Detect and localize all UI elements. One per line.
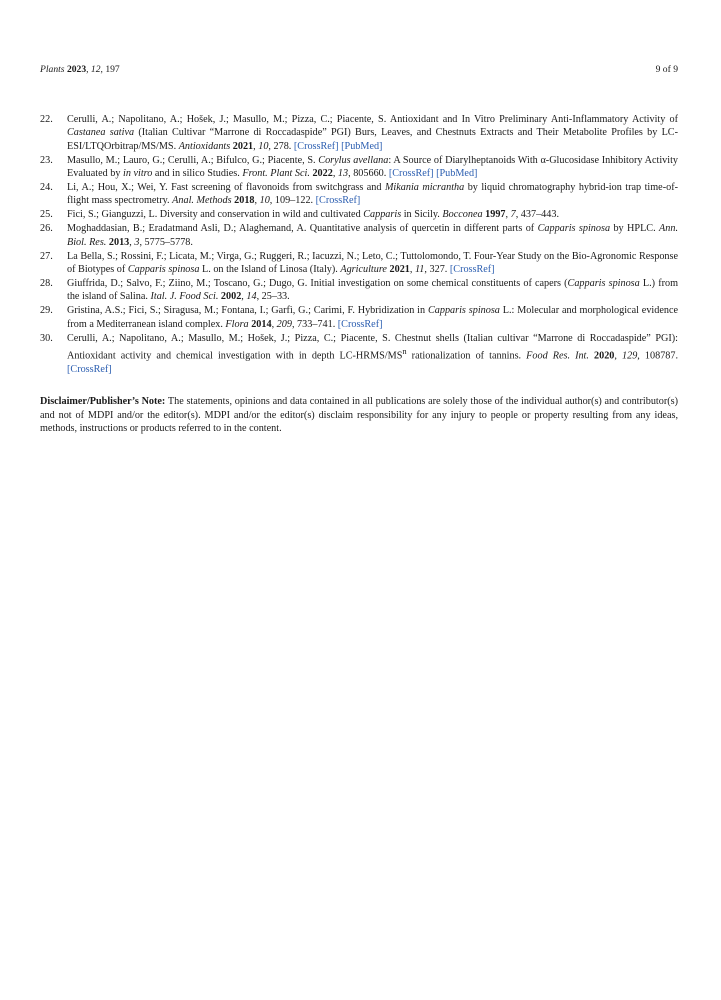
reference-list bbox=[40, 113, 678, 377]
article-number: 197 bbox=[105, 64, 120, 75]
reference-item bbox=[40, 250, 678, 277]
reference-text: by liquid chromatography hybrid-ion trap time-of-flight mass spectrometry. bbox=[67, 182, 678, 207]
reference-item bbox=[40, 304, 678, 331]
reference-text: Capparis spinosa bbox=[567, 277, 640, 289]
reference-text: , bbox=[253, 140, 259, 152]
journal-name: Plants bbox=[40, 64, 65, 75]
reference-text: Flora bbox=[225, 318, 249, 330]
reference-text: Capparis spinosa bbox=[427, 305, 500, 317]
reference-text: , bbox=[254, 195, 260, 207]
reference-text: La Bella, S.; Rossini, F.; Licata, M.; Virga, G.; Ruggeri, R.; Iacuzzi, N.; Leto, C.; Tuttolomondo, T. Four-Year Study on the Bio-Agronomic Response of Biotypes of bbox=[67, 250, 678, 275]
reference-text: , 25–33. bbox=[256, 291, 290, 303]
reference-text: Gristina, A.S.; Fici, S.; Siragusa, M.; Fontana, I.; Garfì, G.; Carimi, F. Hybridization in bbox=[67, 305, 428, 317]
journal-volume: 12 bbox=[90, 64, 101, 75]
reference-text: and in silico Studies. bbox=[152, 168, 243, 180]
reference-number: 24. bbox=[40, 182, 53, 194]
reference-text: Cerulli, A.; Napolitano, A.; Hošek, J.; Masullo, M.; Pizza, C.; Piacente, S. Antioxidant and In Vitro Preliminary Anti-Inflammatory Activity of bbox=[67, 114, 678, 125]
reference-text: , 5775–5778. bbox=[139, 236, 193, 248]
page-number: 9 of 9 bbox=[655, 64, 678, 75]
reference-text: 3 bbox=[134, 236, 140, 248]
reference-text: L. on the Island of Linosa (Italy). bbox=[199, 263, 341, 275]
reference-text: Ann. Biol. Res. bbox=[67, 223, 678, 248]
reference-text: , 805660. bbox=[348, 168, 389, 180]
reference-text: 10 bbox=[258, 140, 269, 152]
reference-item bbox=[40, 154, 678, 181]
reference-text: 13 bbox=[337, 168, 349, 180]
running-head: Plants 2023, 12, 197 bbox=[40, 64, 120, 75]
reference-item bbox=[40, 181, 678, 208]
reference-text: 2018 bbox=[234, 195, 255, 207]
journal-year: 2023 bbox=[66, 64, 87, 75]
reference-text: , 108787. bbox=[637, 350, 679, 362]
reference-text: 1997 bbox=[485, 209, 506, 221]
reference-text: : A Source of Diarylheptanoids With α-Glucosidase Inhibitory Activity Evaluated by bbox=[67, 154, 679, 180]
reference-text: Antioxidants bbox=[178, 140, 231, 152]
reference-number: 27. bbox=[40, 250, 53, 262]
crossref-link[interactable]: [CrossRef] bbox=[449, 263, 495, 275]
crossref-link[interactable]: [CrossRef] bbox=[315, 195, 361, 207]
reference-text: 209 bbox=[276, 318, 292, 330]
reference-text: 2013 bbox=[108, 236, 130, 248]
reference-item bbox=[40, 113, 678, 153]
reference-text: Giuffrida, D.; Salvo, F.; Ziino, M.; Toscano, G.; Dugo, G. Initial investigation on some chemical constituents of capers ( bbox=[67, 277, 568, 289]
reference-text: (Italian Cultivar “Marrone di Roccadaspide” PGI) Burs, Leaves, and Chestnuts Extracts and Their Metabolite Profiles by LC-ESI/LTQOrbitrap/MS/MS. bbox=[67, 127, 678, 152]
reference-text: 7 bbox=[510, 209, 516, 221]
reference-text: rationalization of tannins. bbox=[406, 350, 527, 362]
reference-text: , bbox=[505, 209, 511, 221]
reference-text: 2002 bbox=[220, 291, 242, 303]
reference-text: , bbox=[129, 236, 135, 248]
reference-text: in Sicily. bbox=[401, 209, 443, 221]
reference-text: n bbox=[402, 345, 407, 356]
disclaimer bbox=[40, 395, 678, 436]
reference-text: , bbox=[332, 168, 338, 180]
reference-text: , 327. bbox=[424, 263, 450, 275]
reference-text: 10 bbox=[259, 195, 270, 207]
reference-text: in vitro bbox=[123, 168, 153, 180]
reference-text: 129 bbox=[622, 350, 638, 362]
reference-text: , bbox=[241, 291, 247, 303]
reference-text: Li, A.; Hou, X.; Wei, Y. Fast screening of flavonoids from switchgrass and bbox=[67, 182, 385, 194]
reference-item bbox=[40, 277, 678, 304]
reference-item bbox=[40, 332, 678, 377]
disclaimer-label: Disclaimer/Publisher’s Note: bbox=[40, 396, 166, 407]
reference-text: , bbox=[271, 318, 277, 330]
reference-text: 2020 bbox=[594, 350, 615, 362]
reference-text: Fici, S.; Gianguzzi, L. Diversity and conservation in wild and cultivated bbox=[67, 209, 364, 221]
pubmed-link[interactable]: [PubMed] bbox=[436, 168, 478, 180]
reference-text: Anal. Methods bbox=[172, 195, 232, 207]
reference-text: Moghaddasian, B.; Eradatmand Asli, D.; Alaghemand, A. Quantitative analysis of quercetin in different parts of bbox=[67, 223, 538, 235]
reference-number: 25. bbox=[40, 209, 53, 221]
pubmed-link[interactable]: [PubMed] bbox=[341, 140, 383, 152]
reference-text: Masullo, M.; Lauro, G.; Cerulli, A.; Bifulco, G.; Piacente, S. bbox=[67, 154, 319, 166]
reference-text: Mikania micrantha bbox=[384, 182, 465, 194]
reference-text: Food Res. Int. bbox=[526, 350, 589, 362]
reference-text: by HPLC. bbox=[610, 223, 660, 235]
reference-number: 29. bbox=[40, 305, 53, 317]
reference-text: Cerulli, A.; Napolitano, A.; Masullo, M.; Hošek, J.; Pizza, C.; Piacente, S. Chestnut shells (Italian cultivar “Marrone di Roccadaspide” PGI): Antioxidant activity and chemical investigation with in depth LC-HRMS/MS bbox=[67, 332, 678, 362]
reference-text: Corylus avellana bbox=[318, 154, 389, 166]
reference-text: Front. Plant Sci. bbox=[242, 168, 310, 180]
crossref-link[interactable]: [CrossRef] bbox=[388, 168, 434, 180]
reference-number: 30. bbox=[40, 332, 53, 344]
reference-text: , 109–122. bbox=[269, 195, 316, 207]
reference-item bbox=[40, 208, 678, 221]
reference-text: 2014 bbox=[251, 318, 272, 330]
reference-text: Capparis bbox=[363, 209, 402, 221]
reference-number: 23. bbox=[40, 154, 53, 166]
crossref-link[interactable]: [CrossRef] bbox=[337, 318, 383, 330]
reference-text: Capparis spinosa bbox=[127, 263, 200, 275]
reference-number: 28. bbox=[40, 277, 53, 289]
reference-text: 2021 bbox=[389, 263, 410, 275]
reference-text: L.: Molecular and morphological evidence from a Mediterranean island complex. bbox=[67, 305, 678, 330]
reference-text: 2022 bbox=[312, 168, 333, 180]
reference-text: , bbox=[614, 350, 623, 362]
reference-text: Castanea sativa bbox=[67, 127, 135, 139]
crossref-link[interactable]: [CrossRef] bbox=[293, 140, 339, 152]
reference-text: Bocconea bbox=[442, 209, 483, 221]
reference-text: , 437–443. bbox=[515, 209, 559, 221]
reference-item bbox=[40, 222, 678, 249]
reference-number: 26. bbox=[40, 223, 53, 235]
reference-text: 14 bbox=[246, 291, 257, 303]
reference-text: Ital. J. Food Sci. bbox=[150, 291, 219, 303]
reference-text: , 278. bbox=[268, 140, 294, 152]
page-header bbox=[40, 64, 678, 78]
reference-text: , bbox=[409, 263, 415, 275]
reference-text: Agriculture bbox=[340, 263, 387, 275]
reference-text: Capparis spinosa bbox=[537, 223, 611, 235]
reference-text: 11 bbox=[414, 263, 425, 275]
reference-text: , 733–741. bbox=[291, 318, 338, 330]
reference-text: L.) from the island of Salina. bbox=[67, 277, 678, 303]
reference-number: 22. bbox=[40, 114, 53, 125]
reference-text: 2021 bbox=[232, 140, 254, 152]
crossref-link[interactable]: [CrossRef] bbox=[67, 363, 112, 375]
disclaimer-text: The statements, opinions and data contained in all publications are solely those of the individual author(s) and contributor(s) and not of MDPI and/or the editor(s). MDPI and/or the editor(s) disclaim responsibility for any injury to people or property resulting from any ideas, methods, instructions or products referred to in the content. bbox=[40, 396, 678, 435]
